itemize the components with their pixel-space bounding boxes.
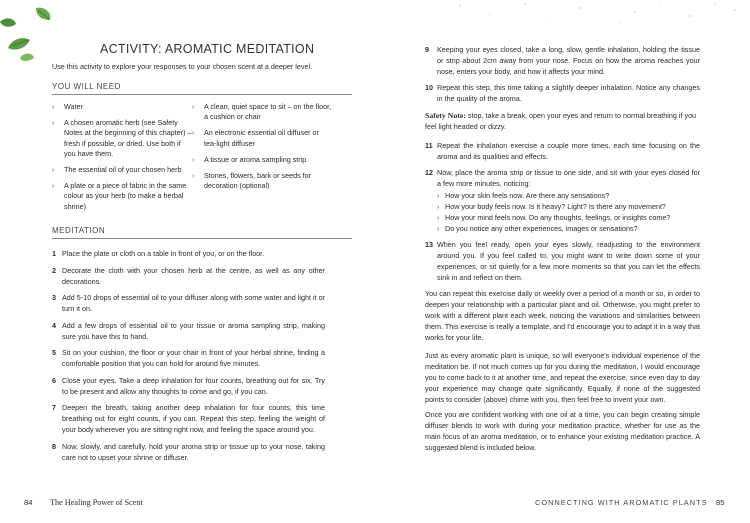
step-text: Repeat this step, this time taking a slightly deeper inhalation. Notice any changes in the quality of the aroma. bbox=[437, 83, 700, 103]
list-item-text: Do you notice any other experiences, images or sensations? bbox=[445, 224, 638, 233]
step-item bbox=[52, 265, 325, 287]
needs-list-column-1 bbox=[52, 102, 195, 218]
step-text: Add 5-10 drops of essential oil to your diffuser along with some water and light it or turn it on. bbox=[62, 293, 325, 313]
list-item-text: An electronic essential oil diffuser or tea-light diffuser bbox=[204, 128, 319, 148]
page-number-left: 84 bbox=[24, 498, 33, 507]
list-item bbox=[437, 212, 700, 223]
step-number: 10 bbox=[425, 83, 433, 92]
chevron-right-icon: › bbox=[52, 165, 55, 175]
step-item bbox=[52, 347, 325, 369]
list-item bbox=[437, 201, 700, 212]
step-item bbox=[52, 375, 325, 397]
list-item-text: How your skin feels now. Are there any sensations? bbox=[445, 191, 610, 200]
page-number-right: 85 bbox=[716, 498, 725, 507]
list-item bbox=[52, 181, 192, 212]
list-item bbox=[52, 165, 192, 175]
list-item-text: A tissue or aroma sampling strip bbox=[204, 154, 307, 164]
chevron-right-icon: › bbox=[192, 154, 195, 164]
step-number: 11 bbox=[425, 141, 433, 150]
list-item-text: How your mind feels now. Do any thoughts, feelings, or insights come? bbox=[445, 213, 671, 222]
meditation-steps-continued bbox=[425, 44, 700, 109]
activity-title bbox=[100, 42, 314, 56]
meditation-steps bbox=[52, 248, 325, 468]
step-item bbox=[425, 239, 700, 283]
chevron-right-icon: › bbox=[437, 213, 440, 222]
activity-title-label: ACTIVITY: bbox=[100, 42, 162, 56]
step-number: 1 bbox=[52, 249, 56, 258]
step-item bbox=[425, 140, 700, 162]
chevron-right-icon: › bbox=[52, 102, 55, 111]
step-number: 5 bbox=[52, 348, 56, 357]
step-text: Keeping your eyes closed, take a long, slow, gentle inhalation, holding the tissue or strip about 2cm away from your nose. Focus on how the aroma reaches your nose, enters your body, and how it affects your mind. bbox=[437, 45, 700, 76]
step-text: When you feel ready, open your eyes slowly, readjusting to the environment around you. If you feel called to, you might want to write down some of your experiences, or sit quietly for a few more moments so that you can let the effects sink in and reflect on them. bbox=[437, 240, 700, 282]
running-head: CONNECTING WITH AROMATIC PLANTS bbox=[535, 498, 708, 507]
leaf-icon bbox=[0, 0, 70, 70]
meditation-steps-final bbox=[425, 140, 700, 288]
chevron-right-icon: › bbox=[192, 128, 195, 138]
chevron-right-icon: › bbox=[192, 171, 195, 181]
step-text: Now, slowly, and carefully, hold your aroma strip or tissue up to your nose, taking care not to upset your shrine or diffuser. bbox=[62, 441, 325, 462]
safety-note-label: Safety Note: bbox=[425, 111, 466, 120]
noticing-list bbox=[437, 190, 700, 234]
list-item bbox=[437, 223, 700, 234]
step-text: Place the plate or cloth on a table in front of you, or on the floor. bbox=[62, 249, 265, 258]
chevron-right-icon: › bbox=[52, 118, 55, 128]
step-number: 9 bbox=[425, 45, 429, 54]
step-number: 8 bbox=[52, 441, 56, 451]
chevron-right-icon: › bbox=[437, 191, 440, 200]
step-item bbox=[52, 248, 325, 259]
step-number: 12 bbox=[425, 168, 433, 177]
speckle-decoration bbox=[430, 0, 750, 40]
list-item-text: A plate or a piece of fabric in the same colour as your herb (to make a herbal shrine) bbox=[64, 181, 187, 211]
step-item bbox=[52, 441, 325, 463]
step-text: Close your eyes. Take a deep inhalation for four counts, breathing out for six. Try to be present and allow any thoughts to come and go, if you can. bbox=[62, 375, 325, 396]
list-item bbox=[52, 102, 195, 112]
safety-note-text: stop, take a break, open your eyes and return to normal breathing if you feel light headed or dizzy. bbox=[425, 111, 697, 131]
body-paragraph: Just as every aromatic plant is unique, so will everyone's individual experience of the meditation be. If not much comes up for you during the meditation, I would encourage you to come back to it at another time, and repeat the exercise, since even day to day your experience may change quite significantly. Equally, if none of the suggested points to consider (above) chime with you, then feel free to invent your own. bbox=[425, 351, 700, 404]
step-text: Decorate the cloth with your chosen herb at the centre, as well as any other decorations. bbox=[62, 265, 325, 286]
list-item bbox=[192, 102, 332, 122]
section-heading-meditation: MEDITATION bbox=[52, 226, 352, 239]
activity-title-text: AROMATIC MEDITATION bbox=[161, 42, 315, 56]
step-text: Sit on your cushion, the floor or your chair in front of your herbal shrine, finding a comfortable position that you can hold for around five minutes. bbox=[62, 348, 325, 368]
section-heading-you-will-need: YOU WILL NEED bbox=[52, 82, 352, 95]
list-item bbox=[52, 118, 195, 159]
step-item bbox=[425, 82, 700, 104]
list-item bbox=[192, 155, 332, 165]
step-number: 3 bbox=[52, 293, 56, 302]
step-item bbox=[52, 292, 325, 314]
body-paragraph: Once you are confident working with one oil at a time, you can begin creating simple diffuser blends to work with during your meditation practice, whether for use as the main focus of an aroma meditation, or to enhance your existing meditation practice. A suggested blend is included below. bbox=[425, 410, 700, 452]
list-item-text: Water bbox=[64, 102, 83, 111]
safety-note bbox=[425, 110, 700, 132]
step-item bbox=[425, 44, 700, 77]
list-item-text: How your body feels now. Is it heavy? Light? Is there any movement? bbox=[445, 202, 666, 211]
step-text: Repeat the inhalation exercise a couple more times, each time focusing on the aroma and its qualities and effects. bbox=[437, 141, 700, 161]
step-number: 7 bbox=[52, 403, 56, 412]
list-item-text: Stones, flowers, bark or seeds for decoration (optional) bbox=[204, 171, 312, 191]
list-item bbox=[192, 171, 332, 191]
step-item bbox=[52, 320, 325, 342]
list-item bbox=[192, 128, 332, 148]
chevron-right-icon: › bbox=[437, 224, 440, 233]
list-item-text: The essential oil of your chosen herb bbox=[64, 165, 182, 175]
step-item bbox=[52, 402, 325, 435]
chevron-right-icon: › bbox=[437, 202, 440, 211]
step-number: 4 bbox=[52, 320, 56, 330]
needs-list-column-2 bbox=[192, 102, 332, 197]
list-item bbox=[437, 190, 700, 201]
list-item-text: A chosen aromatic herb (see Safety Notes at the beginning of this chapter) – fresh if possible, or dried. Use both if you have them. bbox=[64, 118, 192, 158]
step-number: 6 bbox=[52, 375, 56, 385]
list-item-text: A clean, quiet space to sit – on the floor, a cushion or chair bbox=[204, 102, 332, 122]
step-item bbox=[425, 167, 700, 234]
intro-text: Use this activity to explore your responses to your chosen scent at a deeper level. bbox=[52, 62, 313, 71]
body-paragraph: You can repeat this exercise daily or weekly over a period of a month or so, in order to deepen your relationship with a particular plant and oil. Otherwise, you might prefer to work with a different plant each week, noticing the variations and similarities between them. This exercise is really a template, and I'd encourage you to adapt it in a way that works for your life. bbox=[425, 289, 700, 342]
step-number: 13 bbox=[425, 240, 433, 249]
step-text: Add a few drops of essential oil to your tissue or aroma sampling strip, making sure you have this to hand. bbox=[62, 320, 325, 341]
book-title: The Healing Power of Scent bbox=[50, 498, 143, 507]
chevron-right-icon: › bbox=[192, 102, 195, 111]
chevron-right-icon: › bbox=[52, 181, 55, 191]
step-number: 2 bbox=[52, 265, 56, 275]
step-text: Deepen the breath, taking another deep inhalation for four counts, this time breathing out for eight counts, if you can. Repeat this step, feeling the weight of your body wherever you are sitting right now, and feeling the space around you. bbox=[62, 403, 325, 434]
step-text: Now, place the aroma strip or tissue to one side, and sit with your eyes closed for a few more minutes, noticing: bbox=[437, 168, 700, 188]
